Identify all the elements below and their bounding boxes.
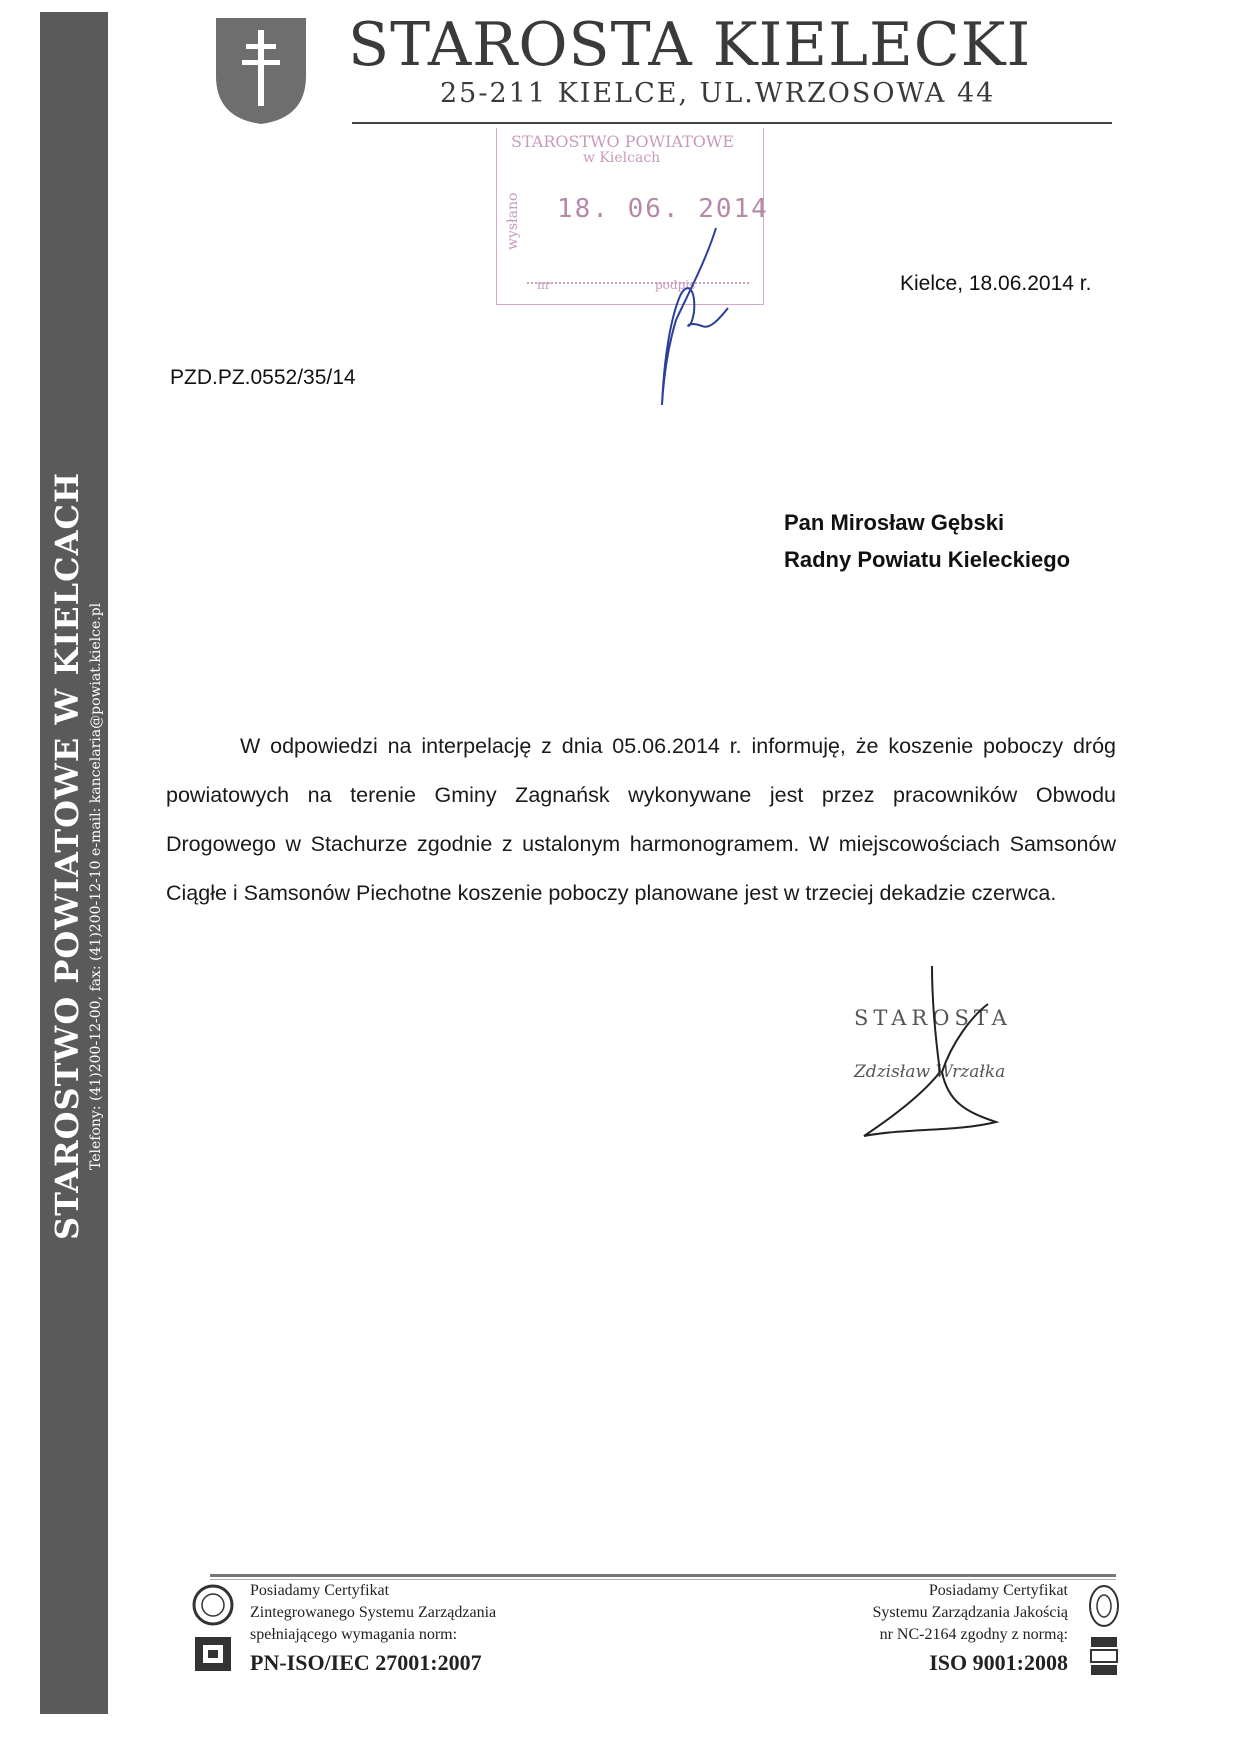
addressee-block	[784, 504, 1070, 578]
cert-left-line1: Posiadamy Certyfikat	[250, 1582, 390, 1599]
handwritten-signature	[856, 962, 1006, 1142]
cert-right-norm: ISO 9001:2008	[929, 1650, 1068, 1675]
stamp-date: 18. 06. 2014	[557, 194, 769, 224]
stamp-office: STAROSTWO POWIATOWE	[511, 132, 734, 151]
stamp-city: w Kielcach	[583, 150, 661, 166]
cert-right-line3: nr NC-2164 zgodny z normą:	[879, 1626, 1068, 1643]
cert-right-line2: Systemu Zarządzania Jakością	[872, 1604, 1068, 1621]
cert-left-line3: spełniającego wymagania norm:	[250, 1626, 458, 1643]
sidebar-office-name: STAROSTWO POWIATOWE W KIELCACH	[48, 471, 86, 1240]
addressee-name: Pan Mirosław Gębski	[784, 510, 1005, 535]
addressee-title: Radny Powiatu Kieleckiego	[784, 547, 1071, 572]
letter-date: Kielce, 18.06.2014 r.	[900, 272, 1092, 295]
sidebar-contact: Telefony: (41)200-12-00, fax: (41)200-12-10 e-mail: kancelaria@powiat.kielce.pl	[88, 602, 104, 1170]
cert-left-norm: PN-ISO/IEC 27001:2007	[250, 1650, 482, 1675]
stamp-sent-label: wysłano	[505, 192, 521, 250]
coat-of-arms-icon	[212, 14, 310, 126]
footer-divider	[210, 1574, 1116, 1577]
cert-left-line2: Zintegrowanego Systemu Zarządzania	[250, 1604, 497, 1621]
stamp-signature-label: podpis	[655, 278, 696, 292]
letter-body	[166, 722, 1116, 918]
cert-right-line1: Posiadamy Certyfikat	[928, 1582, 1068, 1599]
certification-mark-icon	[194, 1636, 232, 1672]
signatory-name: Zdzisław Wrzałka	[854, 1062, 1006, 1082]
page-title: STAROSTA KIELECKI	[348, 10, 1032, 80]
certification-seal-icon	[192, 1584, 234, 1626]
signatory-title: STAROSTA	[854, 1006, 1012, 1030]
certificate-right	[873, 1580, 1068, 1674]
stamp-nr-label: nr	[537, 278, 551, 292]
quality-seal-icon	[1088, 1584, 1120, 1628]
reference-number: PZD.PZ.0552/35/14	[170, 366, 356, 389]
header-address: 25-211 KIELCE, UL.WRZOSOWA 44	[440, 78, 996, 109]
certificate-left	[250, 1580, 496, 1674]
body-paragraph: W odpowiedzi na interpelację z dnia 05.06.2014 r. informuję, że koszenie poboczy dróg powiatowych na terenie Gminy Zagnańsk wykonywane jest przez pracowników Obwodu Drogowego w Stachurze zgodnie z ustalonym harmonogramem. W miejscowościach Samsonów Ciągłe i Samsonów Piechotne koszenie poboczy planowane jest w trzeciej dekadzie czerwca.	[166, 734, 1116, 905]
stamp-signature-scribble	[640, 200, 730, 410]
header-divider	[352, 122, 1112, 124]
pca-accreditation-icon	[1090, 1636, 1118, 1678]
